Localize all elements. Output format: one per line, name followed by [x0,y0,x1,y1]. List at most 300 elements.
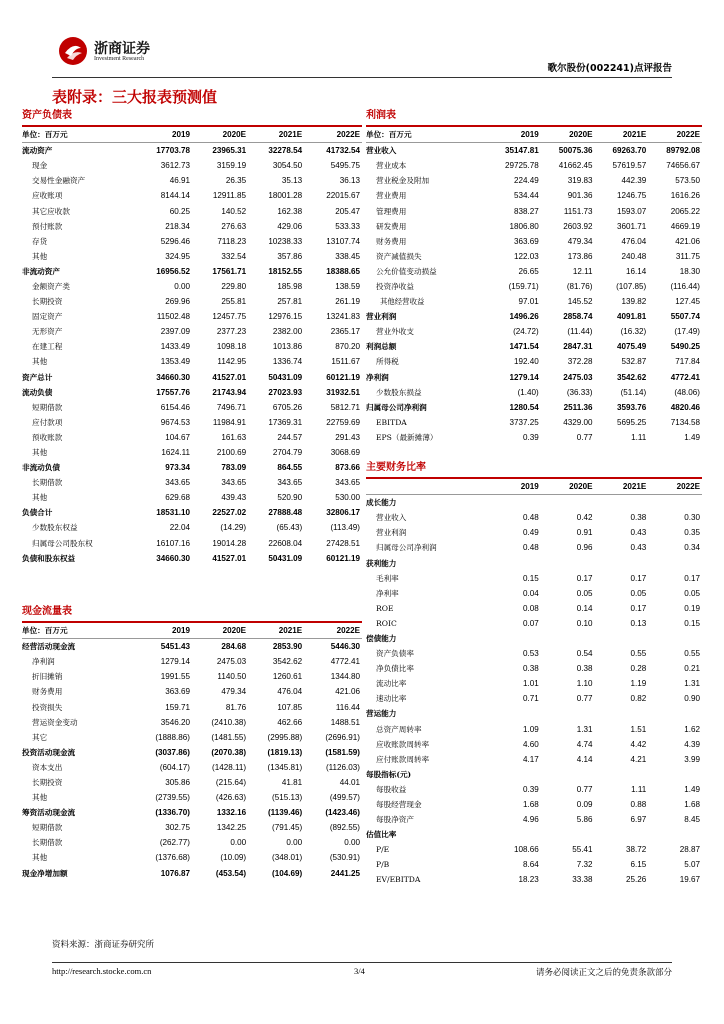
row-label: 每股指标(元) [366,769,412,779]
row-label: 财务费用 [32,687,63,697]
row-value: 276.63 [221,221,247,231]
row-value [594,555,648,570]
table-row [22,520,362,535]
row-label: 归属母公司股东权 [32,538,93,548]
row-value: 16.14 [625,266,647,276]
row-value: 127.45 [675,297,700,307]
row-value: 8.45 [684,815,700,825]
row-value: 0.05 [684,588,700,598]
row-value: 6705.26 [272,402,303,412]
table-row [366,646,702,661]
row-label: 其他 [32,493,48,503]
row-value: 32806.17 [326,508,360,518]
row-value: 19014.28 [212,538,247,548]
table-header-row [366,479,702,495]
table-row [22,279,362,294]
table-row [366,370,702,385]
row-value: (215.64) [215,777,247,787]
row-label: 其他 [32,793,48,803]
row-label: 每股经营现金 [376,800,422,810]
table-row [22,430,362,445]
row-value: (11.44) [567,327,593,337]
row-label: 净利率 [376,588,399,598]
row-label: 总资产周转率 [376,724,422,734]
row-value: 0.00 [344,838,360,848]
row-label: 毛利率 [376,573,399,583]
row-value: 41.81 [281,777,303,787]
row-value [648,827,702,842]
row-value: 7118.23 [217,236,247,246]
row-value: 0.82 [630,694,647,704]
row-value: 343.65 [277,478,303,488]
row-label: 公允价值变动损益 [376,266,437,276]
row-value: 442.39 [621,176,647,186]
table-row [366,616,702,631]
row-value: 108.66 [513,845,539,855]
row-value: 244.57 [277,432,303,442]
row-label: 长期借款 [32,478,63,488]
ratios-section [366,460,702,888]
table-row [22,536,362,551]
row-value: 0.49 [522,528,539,538]
row-label: 投资损失 [32,702,63,712]
row-value: 0.04 [522,588,539,598]
table-row [22,505,362,520]
row-label: 资产减值损失 [376,251,422,261]
logo-text-cn: 浙商证券 [94,41,150,57]
table-row [22,354,362,369]
header-year: 2019 [134,623,192,639]
row-value: 319.83 [567,176,593,186]
row-label: 营业利润 [366,312,397,322]
row-value: 2704.79 [272,448,303,458]
table-row [22,669,362,684]
row-value [594,495,648,511]
row-value: 1098.18 [216,342,247,352]
row-value: 0.91 [576,528,593,538]
row-value: 0.48 [522,513,539,523]
row-value: (17.49) [674,327,700,337]
row-value: 192.40 [513,357,539,367]
row-label: 应收账款周转率 [376,739,430,749]
footer-url[interactable]: http://research.stocke.com.cn [52,966,152,976]
row-value: 35147.81 [504,146,539,156]
row-value: 139.82 [621,297,647,307]
row-value: 533.33 [335,221,360,231]
row-label: 交易性金融资产 [32,176,86,186]
row-value: 1140.50 [217,672,247,682]
row-label: 投资活动现金流 [22,747,76,757]
row-value: 2065.22 [670,206,700,216]
row-value: 4.42 [630,739,647,749]
row-value [484,495,541,511]
header-year: 2022E [304,127,362,143]
row-value: 1.11 [631,432,647,442]
row-value: 1.31 [576,724,593,734]
table-row [366,857,702,872]
row-value: 17703.78 [156,146,190,156]
header-year: 2020E [192,623,248,639]
row-value: 255.81 [221,297,247,307]
header-year: 2020E [541,479,595,495]
row-value: 1.62 [684,724,700,734]
row-value: (107.85) [616,281,647,291]
row-value: 1496.26 [509,312,539,322]
row-value: (1819.13) [267,747,303,757]
row-value: 1.49 [684,432,700,442]
row-value: (14.29) [220,523,247,533]
row-value: 357.86 [277,251,303,261]
row-value: (604.17) [159,762,190,772]
row-value: 0.39 [522,432,539,442]
row-value: 12.11 [572,266,593,276]
row-value: 421.06 [335,687,360,697]
row-value: 7496.71 [216,402,247,412]
row-value: 0.90 [684,694,700,704]
row-label: P/B [376,860,390,870]
row-value: 3542.62 [616,372,647,382]
row-value: 2475.03 [216,657,247,667]
table-row [22,339,362,354]
row-value: 2365.17 [330,327,360,337]
table-row [366,173,702,188]
header-year: 2022E [648,127,702,143]
table-row [22,730,362,745]
row-value: 2382.00 [272,327,303,337]
row-value: 17557.76 [156,387,190,397]
row-value: 4820.46 [670,402,700,412]
row-value: 159.71 [165,702,190,712]
row-value [484,631,541,646]
row-label: 预收账款 [32,432,63,442]
row-value: 138.59 [335,281,360,291]
table-row [22,684,362,699]
row-value [594,706,648,721]
row-value: 26.35 [225,176,247,186]
row-value: 27888.48 [268,508,303,518]
logo-text-en: Investment Research [94,56,145,62]
table-row [22,203,362,218]
table-row [366,203,702,218]
row-value: 291.43 [335,432,360,442]
row-value [648,495,702,511]
header-year: 2019 [484,127,541,143]
row-value: 4075.49 [616,342,647,352]
row-value [484,827,541,842]
row-value: (2070.38) [211,747,247,757]
row-value: 140.52 [221,206,247,216]
row-value: 2100.69 [216,448,247,458]
row-value: 4.39 [684,739,700,749]
row-value: 22.04 [169,523,190,533]
table-row [22,324,362,339]
row-label: 其它应收款 [32,206,70,216]
header-year: 2022E [648,479,702,495]
row-label: 营业利润 [376,528,407,538]
row-label: 其他 [32,853,48,863]
row-value: 50431.09 [268,553,303,563]
row-value: 69263.70 [612,146,647,156]
row-value: (1376.68) [155,853,190,863]
row-label: 营业费用 [376,191,407,201]
row-value: 1.31 [684,679,700,689]
row-value: (1423.46) [325,808,360,818]
balance-sheet-title: 资产负债表 [22,108,362,127]
row-value: 1342.25 [216,823,247,833]
row-value: 901.36 [567,191,593,201]
row-value: (2696.91) [325,732,360,742]
header-unit-label: 单位：百万元 [22,623,134,639]
row-label: 营业收入 [376,513,407,523]
row-value: (1139.46) [267,808,303,818]
row-value: 1142.95 [217,357,247,367]
row-value: 28.87 [679,845,700,855]
row-value: 4091.81 [616,312,647,322]
row-label: 应收账项 [32,191,63,201]
row-label: 流动负债 [22,387,53,397]
table-row [22,745,362,760]
row-value: 1624.11 [161,448,190,458]
table-row [366,661,702,676]
table-row [366,631,702,646]
ratios-title: 主要财务比率 [366,460,702,479]
row-value: 3054.50 [272,161,303,171]
row-value: 122.03 [513,251,539,261]
row-value: 363.69 [513,236,539,246]
row-value: (1581.59) [325,747,360,757]
row-value: 60121.19 [326,553,360,563]
row-value: 0.38 [630,513,647,523]
row-value: 479.34 [567,236,593,246]
row-value: (348.01) [272,853,303,863]
row-value: 104.67 [165,432,190,442]
row-label: 每股净资产 [376,815,414,825]
row-value: 1279.14 [160,657,190,667]
row-label: 长期借款 [32,838,63,848]
row-value [648,767,702,782]
row-value: 4772.41 [330,657,360,667]
row-value: 1151.73 [563,206,593,216]
table-row [366,827,702,842]
row-label: 成长能力 [366,498,397,508]
table-row [366,691,702,706]
row-value: 1991.55 [160,672,190,682]
row-value: 36.13 [339,176,360,186]
row-value: 864.55 [277,463,303,473]
row-label: 净利润 [366,372,389,382]
row-value: 9674.53 [160,417,190,427]
row-value: 1806.80 [509,221,539,231]
row-value: 2377.23 [216,327,247,337]
row-value: 0.08 [522,603,539,613]
table-row [22,400,362,415]
row-value: 0.88 [630,800,647,810]
row-value: 476.04 [277,687,303,697]
table-header-row [22,623,362,639]
table-row [366,812,702,827]
row-value: 185.98 [277,281,303,291]
row-value: 89792.08 [666,146,700,156]
row-value [594,827,648,842]
row-value: 41732.54 [326,146,360,156]
row-label: ROIC [376,618,397,628]
table-row [22,249,362,264]
table-row [22,775,362,790]
row-value: 429.06 [277,221,303,231]
row-label: 筹资活动现金流 [22,808,76,818]
row-value: 0.14 [576,603,593,613]
row-value: (3037.86) [155,747,190,757]
header-unit-label: 单位：百万元 [366,127,484,143]
row-label: EPS（最新摊薄） [376,432,438,442]
table-row [366,430,702,445]
row-value: 0.10 [576,618,593,628]
row-value: 532.87 [621,357,647,367]
income-statement-title: 利润表 [366,108,702,127]
row-value: 50431.09 [268,372,303,382]
row-value: 3.99 [684,754,700,764]
row-value: 50075.36 [558,146,593,156]
header-year: 2020E [541,127,595,143]
row-value: 0.53 [522,649,539,659]
row-value: 13241.83 [326,312,360,322]
row-value: 161.63 [221,432,247,442]
row-value: 1593.07 [616,206,647,216]
row-value: 284.68 [221,642,247,652]
row-value [541,827,595,842]
table-header-row [22,127,362,143]
row-value: (453.54) [215,868,247,878]
row-label: 无形资产 [32,327,63,337]
row-value: 1336.74 [272,357,303,367]
row-value: 261.19 [335,297,360,307]
row-value [648,706,702,721]
row-value: (116.44) [670,281,700,291]
row-value: (1428.11) [212,762,247,772]
row-value: (36.33) [566,387,593,397]
table-row [22,385,362,400]
row-label: 财务费用 [376,236,407,246]
row-value: (48.06) [674,387,700,397]
page-number: 3/4 [354,966,365,976]
table-row [366,385,702,400]
row-label: 其它 [32,732,48,742]
row-label: 获利能力 [366,558,397,568]
row-value: 1471.54 [509,342,539,352]
row-value: 0.17 [630,603,647,613]
row-value: 5446.30 [330,642,360,652]
table-row [22,639,362,655]
table-row [22,234,362,249]
row-value: 1.51 [630,724,647,734]
row-value: (426.63) [215,793,247,803]
row-value: 305.86 [165,777,190,787]
row-value: 3612.73 [160,161,190,171]
row-label: EBITDA [376,417,407,427]
row-value: 1.10 [576,679,593,689]
row-value: 2603.92 [563,221,593,231]
row-value: 17369.31 [268,417,303,427]
row-label: 其他 [32,357,48,367]
page-header [52,30,672,76]
row-value: 7.32 [576,860,593,870]
row-value: 18001.28 [268,191,303,201]
footer-divider [52,962,672,963]
row-label: 营业外收支 [376,327,414,337]
row-value: 1433.49 [160,342,190,352]
row-label: 短期借款 [32,402,63,412]
row-value: (2410.38) [211,717,247,727]
row-value: 26.65 [518,266,539,276]
row-label: 存货 [32,236,48,246]
row-label: 预付账款 [32,221,63,231]
row-value: 16956.52 [156,266,190,276]
row-value: 1.68 [684,800,700,810]
table-row [22,850,362,865]
table-row [366,571,702,586]
disclaimer-note: 请务必阅读正文之后的免责条款部分 [535,968,672,978]
report-title: 歌尔股份(002241)点评报告 [547,63,672,74]
row-value: 1616.26 [670,191,700,201]
table-row [366,249,702,264]
table-row [366,872,702,887]
row-value: 205.47 [335,206,360,216]
row-value: (81.76) [566,281,593,291]
row-value: 1344.80 [330,672,360,682]
row-value: 479.34 [221,687,247,697]
row-value: 530.00 [335,493,360,503]
row-value: 74656.67 [666,161,700,171]
row-value: 0.17 [630,573,647,583]
row-value: 6154.46 [160,402,190,412]
row-value [594,767,648,782]
row-value: 34660.30 [156,553,190,563]
row-value: 1488.51 [330,717,360,727]
row-value: 29725.78 [504,161,539,171]
cashflow-section [22,604,362,881]
row-value: 81.76 [225,702,247,712]
row-value [484,767,541,782]
row-value: 0.19 [684,603,700,613]
row-value: 4.17 [522,754,539,764]
table-row [366,495,702,511]
row-value: 22015.67 [326,191,360,201]
balance-sheet-section [22,108,362,566]
row-value: 1.19 [630,679,647,689]
row-value: 0.54 [576,649,593,659]
row-value: 0.39 [522,784,539,794]
table-row [366,586,702,601]
row-value: 38.72 [625,845,647,855]
table-row [366,264,702,279]
row-value: 4329.00 [563,417,593,427]
row-value: 18.23 [518,875,539,885]
table-row [366,737,702,752]
row-value: 4.21 [630,754,647,764]
header-year: 2021E [248,127,304,143]
row-value: 0.07 [522,618,539,628]
table-row [22,790,362,805]
row-value: 0.38 [522,664,539,674]
row-value: 1.01 [522,679,539,689]
row-label: ROE [376,603,394,613]
table-row [22,415,362,430]
header-year: 2021E [594,127,648,143]
balance-sheet-table [22,127,362,566]
row-value: 5451.43 [160,642,190,652]
row-value: 46.91 [169,176,190,186]
row-value: 3159.19 [216,161,247,171]
